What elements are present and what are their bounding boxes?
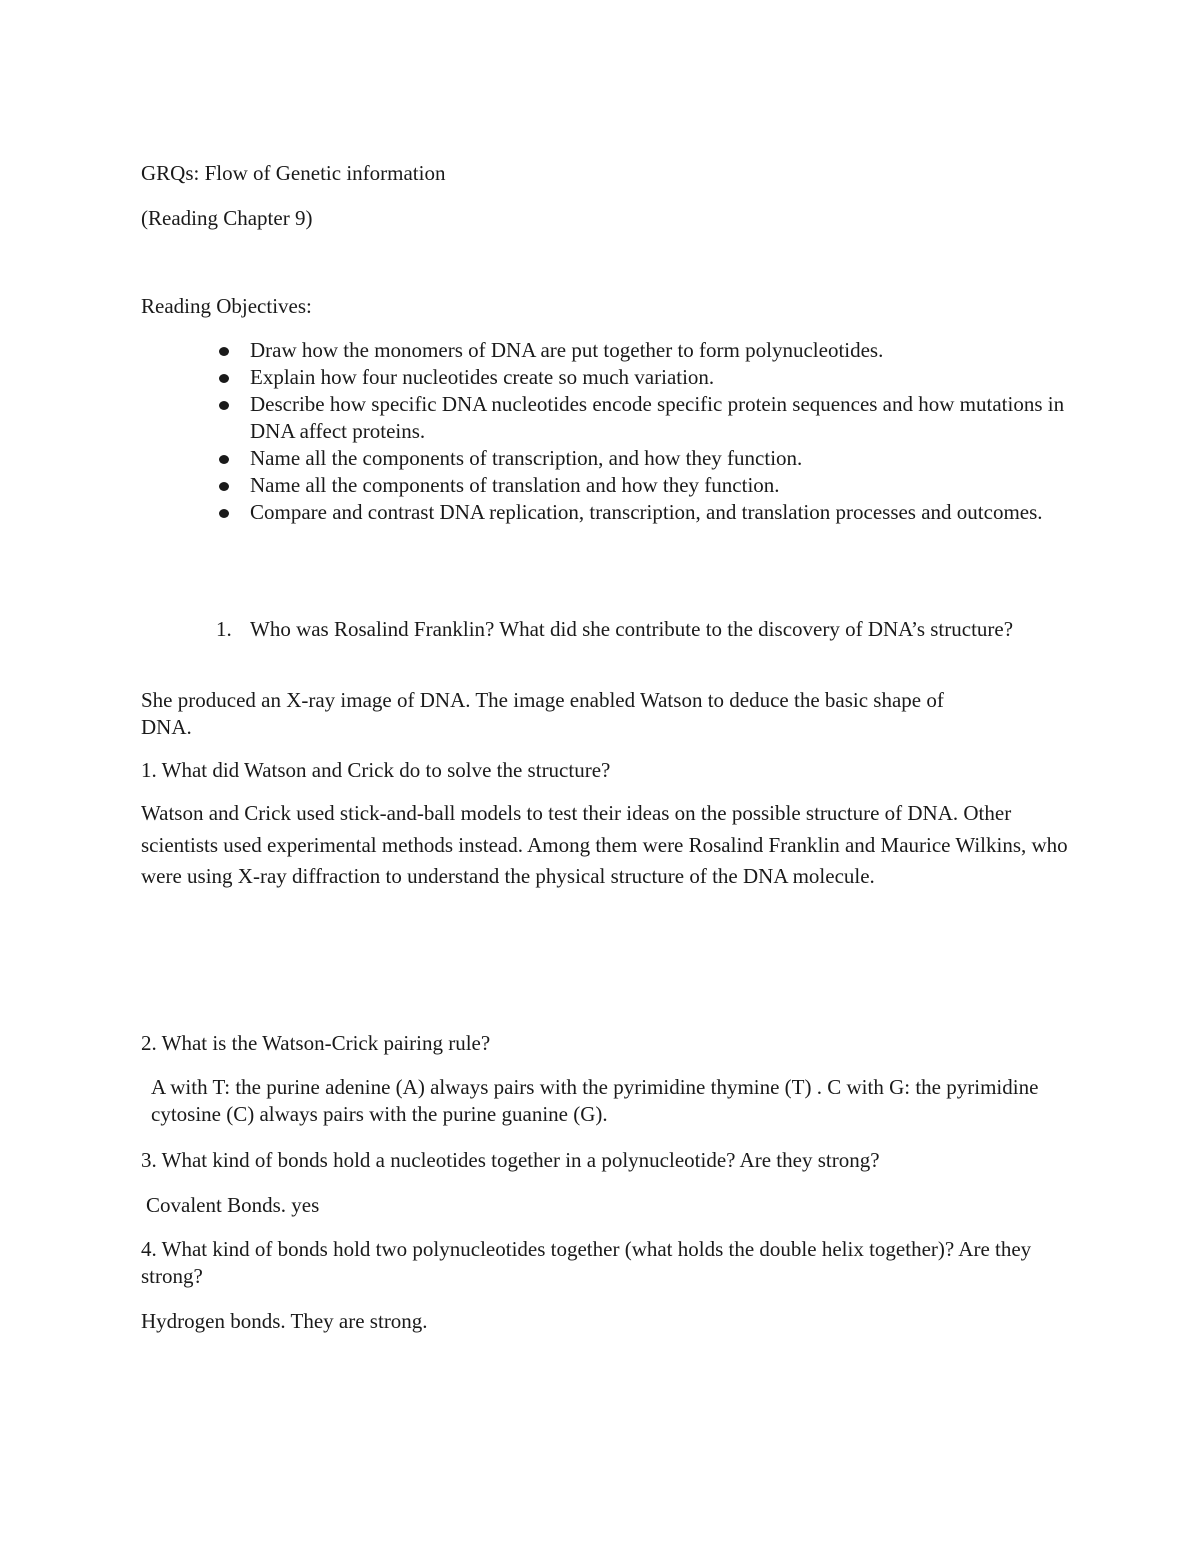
question-number: 1. (216, 617, 232, 641)
bullet-icon (219, 374, 229, 383)
question-4: 4. What kind of bonds hold two polynucleotides together (what holds the double helix together)? Are they strong? (141, 1237, 1032, 1288)
document-title: GRQs: Flow of Genetic information (141, 161, 446, 185)
answer-4: Hydrogen bonds. They are strong. (141, 1309, 428, 1333)
objective-item: Name all the components of translation and how they function. (141, 472, 1081, 499)
objective-item: Explain how four nucleotides create so much variation. (141, 364, 1081, 391)
question-2: 2. What is the Watson-Crick pairing rule? (141, 1031, 491, 1055)
bullet-icon (219, 347, 229, 356)
objective-item: Compare and contrast DNA replication, transcription, and translation processes and outcomes. (141, 499, 1081, 526)
question-1 (141, 616, 1081, 643)
answer-2: A with T: the purine adenine (A) always pairs with the pyrimidine thymine (T) . C with G: the pyrimidine cytosine (C) always pairs with the purine guanine (G). (151, 1075, 1039, 1126)
bullet-icon (219, 401, 229, 410)
question-1b: 1. What did Watson and Crick do to solve the structure? (141, 758, 611, 782)
objective-item: Draw how the monomers of DNA are put together to form polynucleotides. (141, 337, 1081, 364)
bullet-icon (219, 455, 229, 464)
bullet-icon (219, 482, 229, 491)
document-subtitle: (Reading Chapter 9) (141, 206, 313, 230)
objectives-list (141, 337, 1081, 526)
objective-item: Name all the components of transcription, and how they function. (141, 445, 1081, 472)
answer-1b: Watson and Crick used stick-and-ball models to test their ideas on the possible structure of DNA. Other scientists used experimental methods instead. Among them were Rosalind Franklin and Maurice Wilkins, who were using X-ray diffraction to understand the physical structure of the DNA molecule. (141, 801, 1068, 888)
question-3: 3. What kind of bonds hold a nucleotides together in a polynucleotide? Are they strong? (141, 1148, 880, 1172)
bullet-icon (219, 509, 229, 518)
question-text: Who was Rosalind Franklin? What did she contribute to the discovery of DNA’s structure? (250, 617, 1014, 641)
answer-1: She produced an X-ray image of DNA. The image enabled Watson to deduce the basic shape of DNA. (141, 688, 944, 739)
answer-3: Covalent Bonds. yes (146, 1193, 320, 1217)
objective-item: Describe how specific DNA nucleotides encode specific protein sequences and how mutations in DNA affect proteins. (141, 391, 1081, 445)
objectives-heading: Reading Objectives: (141, 294, 312, 318)
